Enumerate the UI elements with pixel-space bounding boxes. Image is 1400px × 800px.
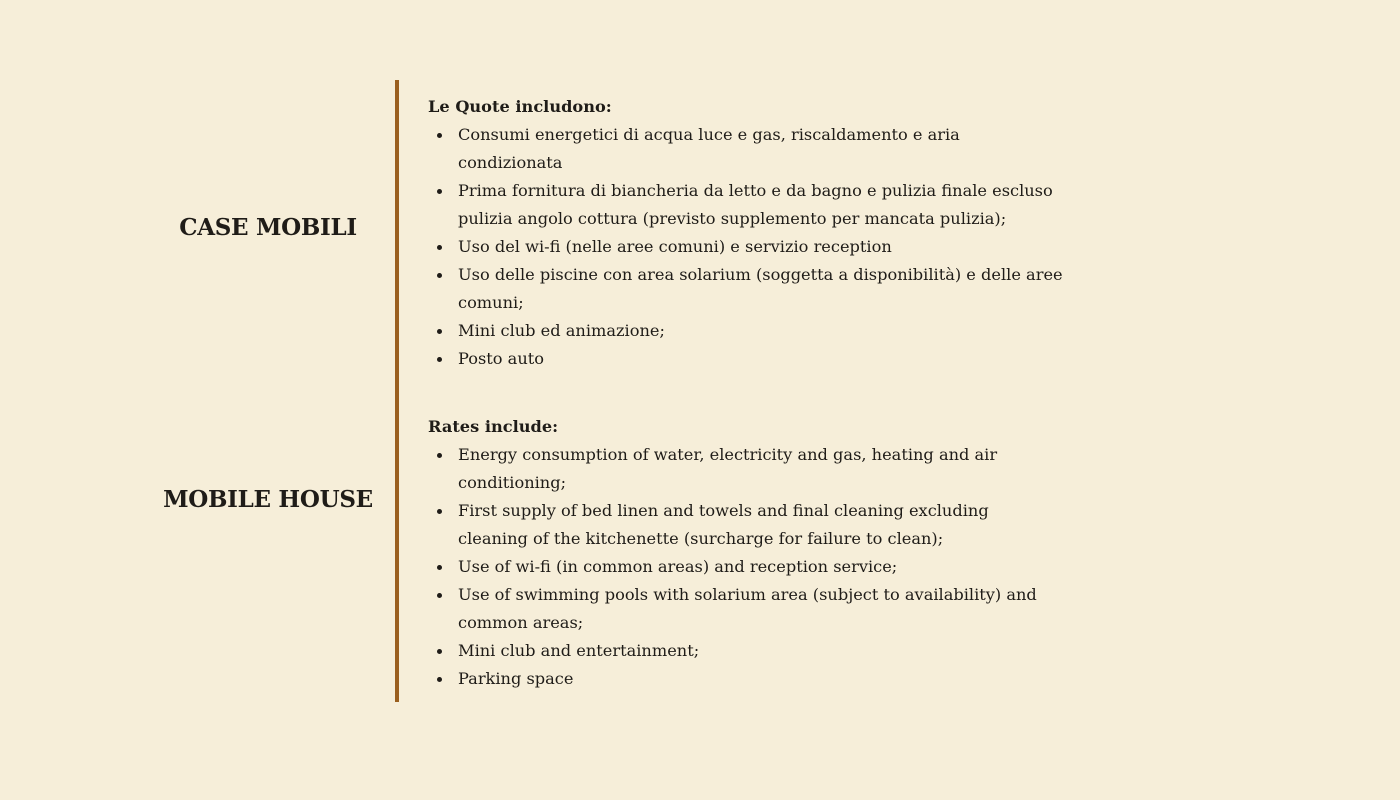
- list-item-text: Use of swimming pools with solarium area (subject to availability) and: [458, 585, 1037, 604]
- bullet-icon: [437, 273, 442, 278]
- section-label-case-mobili: CASE MOBILI: [179, 214, 357, 241]
- included-list: [428, 121, 1328, 373]
- list-item-text: comuni;: [458, 293, 524, 312]
- list-item-text: pulizia angolo cottura (previsto supplemento per mancata pulizia);: [458, 209, 1007, 228]
- block-title: Rates include:: [428, 417, 559, 436]
- block-title: Le Quote includono:: [428, 97, 612, 116]
- included-list: [428, 441, 1328, 693]
- italian-rates-block: [428, 93, 1328, 373]
- list-item-text: Prima fornitura di biancheria da letto e da bagno e pulizia finale escluso: [458, 181, 1053, 200]
- list-item: [428, 261, 1328, 317]
- list-item: [428, 581, 1328, 637]
- bullet-icon: [437, 649, 442, 654]
- bullet-icon: [437, 133, 442, 138]
- section-label-mobile-house: MOBILE HOUSE: [163, 486, 373, 513]
- list-item-text: First supply of bed linen and towels and final cleaning excluding: [458, 501, 989, 520]
- list-item-text: Energy consumption of water, electricity and gas, heating and air: [458, 445, 998, 464]
- list-item-text: cleaning of the kitchenette (surcharge for failure to clean);: [458, 529, 944, 548]
- bullet-icon: [437, 357, 442, 362]
- list-item: [428, 665, 1328, 693]
- list-item: [428, 121, 1328, 177]
- list-item-text: conditioning;: [458, 473, 567, 492]
- list-item: [428, 317, 1328, 345]
- list-item-text: Uso del wi-fi (nelle aree comuni) e servizio reception: [458, 237, 892, 256]
- list-item: [428, 637, 1328, 665]
- bullet-icon: [437, 245, 442, 250]
- bullet-icon: [437, 189, 442, 194]
- bullet-icon: [437, 565, 442, 570]
- list-item-text: Mini club and entertainment;: [458, 641, 700, 660]
- list-item-text: condizionata: [458, 153, 563, 172]
- list-item-text: Use of wi-fi (in common areas) and reception service;: [458, 557, 898, 576]
- bullet-icon: [437, 329, 442, 334]
- list-item: [428, 233, 1328, 261]
- list-item: [428, 345, 1328, 373]
- list-item-text: common areas;: [458, 613, 584, 632]
- bullet-icon: [437, 453, 442, 458]
- bullet-icon: [437, 677, 442, 682]
- vertical-divider: [395, 80, 399, 702]
- list-item: [428, 441, 1328, 497]
- list-item-text: Mini club ed animazione;: [458, 321, 665, 340]
- list-item: [428, 177, 1328, 233]
- list-item-text: Consumi energetici di acqua luce e gas, riscaldamento e aria: [458, 125, 960, 144]
- bullet-icon: [437, 509, 442, 514]
- list-item-text: Uso delle piscine con area solarium (soggetta a disponibilità) e delle aree: [458, 265, 1063, 284]
- bullet-icon: [437, 593, 442, 598]
- list-item-text: Posto auto: [458, 349, 545, 368]
- list-item: [428, 553, 1328, 581]
- list-item-text: Parking space: [458, 669, 574, 688]
- list-item: [428, 497, 1328, 553]
- english-rates-block: [428, 413, 1328, 693]
